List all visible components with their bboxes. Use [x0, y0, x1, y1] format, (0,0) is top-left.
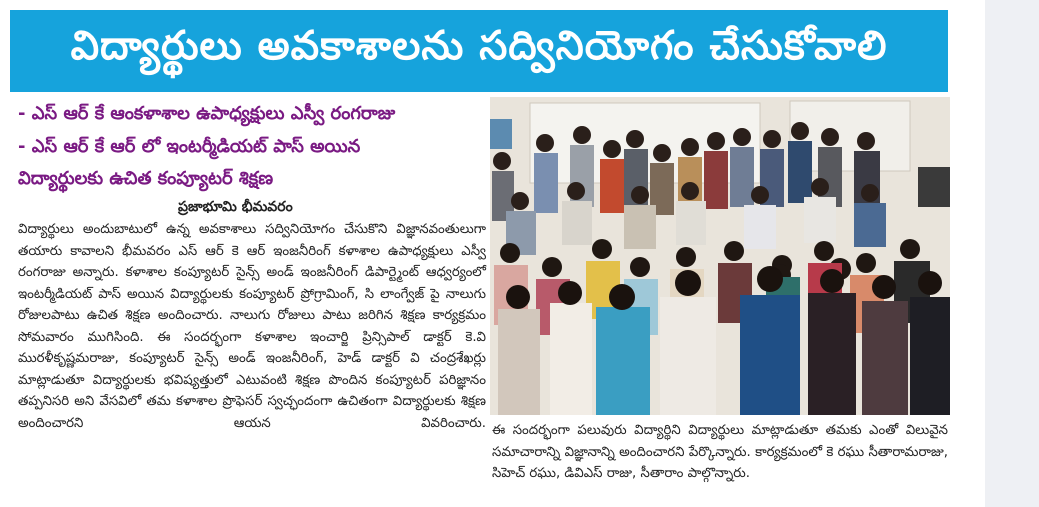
headline-title: విద్యార్థులు అవకాశాలను సద్వినియోగం చేసుకోవాలి: [70, 23, 888, 69]
article-body: [18, 219, 486, 434]
subheading-2: - ఎస్ ఆర్ కే ఆర్ లో ఇంటర్మీడియట్ పాస్ అయిన: [18, 136, 361, 157]
headline-banner: [10, 10, 948, 92]
subheading-3: విద్యార్థులకు ఉచిత కంప్యూటర్ శిక్షణ: [18, 168, 274, 189]
dateline: ప్రజాభూమి భీమవరం: [178, 199, 293, 215]
subheading-1: - ఎస్ ఆర్ కే ఆంకళాశాల ఉపాధ్యక్షులు ఎస్వీ రంగరాజు: [18, 103, 396, 124]
group-photo: [490, 97, 950, 415]
photo-caption: ఈ సందర్భంగా పలువురు విద్యార్థిని విద్యార్థులు మాట్లాడుతూ తమకు ఎంతో విలువైన సమాచారాన్ని విజ్ఞానాన్ని అందించారని పేర్కొన్నారు. కార్యక్రమంలో కె రఘు సీతారామరాజు, సిహెచ్ రఘు, డివిఎస్ రాజు, సీతారాం పాల్గొన్నారు.: [492, 423, 948, 481]
page-margin-strip: [985, 0, 1039, 507]
group-photo-image: [490, 97, 950, 415]
article-paragraph: విద్యార్థులు అందుబాటులో ఉన్న అవకాశాలు సద్వినియోగం చేసుకొని విజ్ఞానవంతులుగా తయారు కావాలని భీమవరం ఎస్ ఆర్ కె ఆర్ ఇంజనీరింగ్ కళాశాల ఉపాధ్యక్షులు ఎస్వీ రంగరాజు అన్నారు. కళాశాల కంప్యూటర్ సైన్స్ అండ్ ఇంజనీరింగ్ డిపార్ట్మెంట్ ఆధ్వర్యంలో ఇంటర్మీడియట్ పాస్ అయిన విద్యార్థులకు కంప్యూటర్ ప్రోగ్రామింగ్, సి లాంగ్వేజ్ పై నాలుగు రోజులపాటు ఉచిత శిక్షణ అందించారు. నాలుగు రోజులు పాటు జరిగిన శిక్షణ కార్యక్రమం సోమవారం ముగిసింది. ఈ సందర్భంగా కళాశాల ఇంచార్జి ప్రిన్సిపాల్ డాక్టర్ కె.వి మురళీకృష్ణమరాజు, కంప్యూటర్ సైన్స్ అండ్ ఇంజనీరింగ్, హెడ్ డాక్టర్ వి చంద్రశేఖర్లు మాట్లాడుతూ విద్యార్థులకు భవిష్యత్తులో ఎటువంటి శిక్షణ పొందిన కంప్యూటర్ పరిజ్ఞానం తప్పనిసరి అని వేసవిలో తమ కళాశాల ప్రొఫెసర్ స్వచ్ఛందంగా ఉచితంగా విద్యార్థులకు శిక్షణ అందించారని ఆయన వివరించారు.: [18, 222, 486, 431]
